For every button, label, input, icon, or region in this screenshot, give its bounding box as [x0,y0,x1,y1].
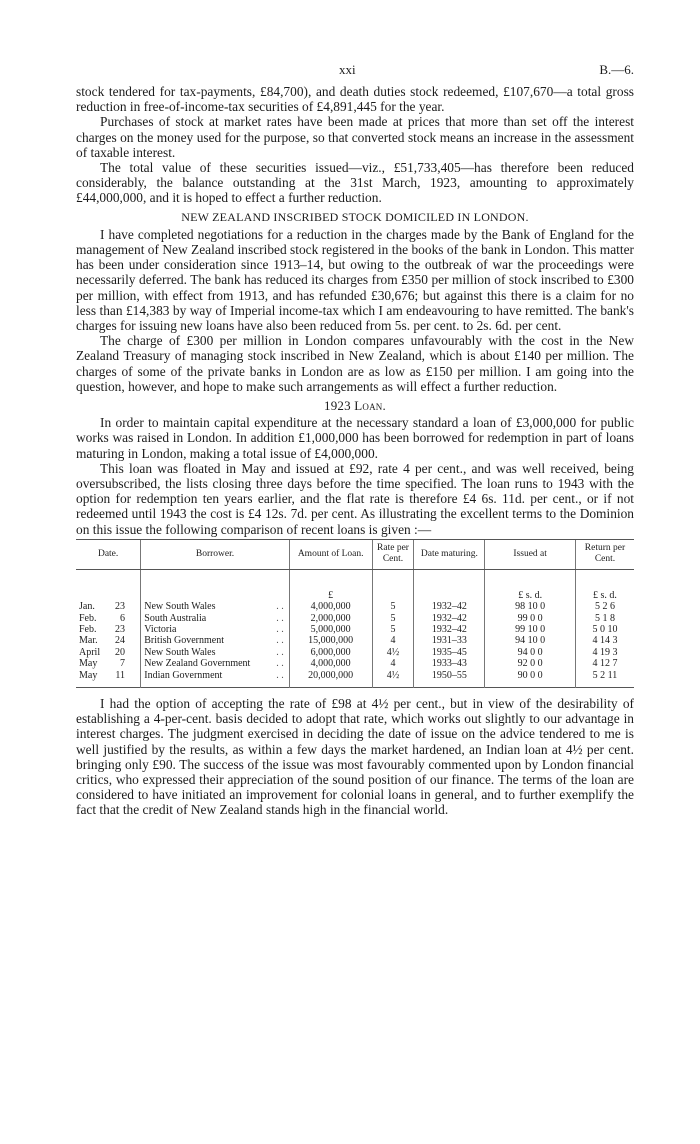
table-row [76,647,634,658]
date-month: April [79,646,101,658]
table-row [76,670,634,688]
return-cell: 4 19 3 [575,647,634,658]
amount-cell: 6,000,000 [289,647,372,658]
document-body [76,84,634,818]
document-reference: B.—6. [599,62,634,77]
units-row [76,569,634,601]
borrower-cell [141,613,290,624]
rate-cell: 4½ [372,647,414,658]
paragraph: Purchases of stock at market rates have been made at prices that more than set off the interest charges on the money used for the purpose, so that converted stock means an increase in the assessment of taxable interest. [76,114,634,160]
amount-cell: 4,000,000 [289,601,372,612]
borrower-name: Victoria [144,623,177,635]
borrower-cell [141,635,290,646]
return-cell: 5 2 6 [575,601,634,612]
table-header-row [76,539,634,569]
column-header-issued: Issued at [485,539,576,569]
column-header-return: Return per Cent. [575,539,634,569]
date-cell [76,635,141,646]
return-unit: £ s. d. [575,569,634,601]
date-cell [76,647,141,658]
amount-unit: £ [289,569,372,601]
dot-leader: . . [276,612,284,624]
paragraph: This loan was floated in May and issued at £92, rate 4 per cent., and was well received, being oversubscribed, the lists closing three days before the time specified. The loan runs to 1943 with the option for redemption ten years earlier, and the flat rate is therefore £4 6s. 11d. per cent., or if not redeemed until 1943 the cost is £4 12s. 7d. per cent. As illustrating the excellent terms to the Dominion on this issue the following comparison of recent loans is given :— [76,460,634,537]
date-month: Feb. [79,623,97,635]
return-cell: 5 1 8 [575,613,634,624]
dot-leader: . . [276,623,284,635]
date-day: 11 [115,669,125,681]
maturing-cell: 1932–42 [414,624,485,635]
paragraph: I have completed negotiations for a reduction in the charges made by the Bank of England for the management of New Zealand inscribed stock registered in the books of the bank in London. This matter has been under consideration since 1913–14, but owing to the outbreak of war the proceedings were necessarily deferred. The bank has reduced its charges from £350 per million of stock inscribed to £300 per million, with effect from 1913, and has refunded £30,676; but against this there is a claim for no less than £14,383 by way of Imperial income-tax which I am endeavouring to have remitted. The bank's charges for issuing new loans have also been reduced from 5s. per cent. to 2s. 6d. per cent. [76,226,634,334]
issued-cell: 92 0 0 [485,658,576,669]
paragraph: The charge of £300 per million in London compares unfavourably with the cost in the New Zealand Treasury of managing stock inscribed in New Zealand, which is about £140 per million. The charges of some of the private banks in London are as low as £150 per million. I am going into the question, however, and hope to make such arrangements as will effect a further reduction. [76,333,634,394]
borrower-cell [141,647,290,658]
return-cell: 5 2 11 [575,670,634,688]
loan-comparison-table [76,539,634,688]
paragraph: The total value of these securities issued—viz., £51,733,405—has therefore been reduced considerably, the balance outstanding at the 31st March, 1923, amounting to approximately £44,000,000, and it is hoped to effect a further reduction. [76,160,634,206]
dot-leader: . . [276,669,284,681]
borrower-name: British Government [144,635,224,647]
date-month: Mar. [79,635,98,647]
table-row [76,601,634,612]
rate-cell: 5 [372,624,414,635]
rate-cell: 4 [372,658,414,669]
column-header-rate: Rate per Cent. [372,539,414,569]
table-row [76,624,634,635]
date-day: 23 [115,623,125,635]
date-day: 6 [120,612,125,624]
dot-leader: . . [276,658,284,670]
paragraph: I had the option of accepting the rate of £98 at 4½ per cent., but in view of the desirability of establishing a 4-per-cent. basis decided to adopt that rate, which works out slightly to our advantage in interest charges. The judgment exercised in deciding the date of issue on the advice tendered to me is well justified by the results, as within a few days the market hardened, an Indian loan at 4½ per cent. bringing only £90. The success of the issue was most favourably commented upon by London financial critics, who expressed their appreciation of the sound position of our finance. The terms of the loan are considered to have initiated an improvement for colonial loans in general, and to further exemplify the fact that the credit of New Zealand stands high in the financial world. [76,695,634,818]
page-header [76,62,634,82]
rate-cell: 4½ [372,670,414,688]
issued-cell: 90 0 0 [485,670,576,688]
maturing-cell: 1950–55 [414,670,485,688]
date-month: May [79,669,98,681]
dot-leader: . . [276,646,284,658]
column-header-maturing: Date maturing. [414,539,485,569]
column-header-amount: Amount of Loan. [289,539,372,569]
issued-unit: £ s. d. [485,569,576,601]
date-cell [76,670,141,688]
date-day: 7 [120,658,125,670]
date-day: 20 [115,646,125,658]
date-cell [76,624,141,635]
page-number: xxi [339,62,356,77]
amount-cell: 5,000,000 [289,624,372,635]
issued-cell: 94 0 0 [485,647,576,658]
date-month: May [79,658,98,670]
paragraph: stock tendered for tax-payments, £84,700), and death duties stock redeemed, £107,670—a total gross reduction in free-of-income-tax securities of £4,891,445 for the year. [76,84,634,115]
date-month: Feb. [79,612,97,624]
maturing-cell: 1932–42 [414,601,485,612]
borrower-cell [141,624,290,635]
dot-leader: . . [276,601,284,613]
amount-cell: 4,000,000 [289,658,372,669]
table-row [76,635,634,646]
amount-cell: 20,000,000 [289,670,372,688]
return-cell: 4 14 3 [575,635,634,646]
borrower-cell [141,658,290,669]
maturing-cell: 1933–43 [414,658,485,669]
date-month: Jan. [79,601,95,613]
maturing-cell: 1935–45 [414,647,485,658]
amount-cell: 2,000,000 [289,613,372,624]
return-cell: 5 0 10 [575,624,634,635]
paragraph: In order to maintain capital expenditure at the necessary standard a loan of £3,000,000 for public works was raised in London. In addition £1,000,000 has been borrowed for redemption in part of loans maturing in London, making a total issue of £4,000,000. [76,415,634,461]
issued-cell: 94 10 0 [485,635,576,646]
borrower-name: New South Wales [144,601,216,613]
table-row [76,613,634,624]
section-heading: 1923 Loan. [324,398,386,414]
borrower-name: Indian Government [144,669,223,681]
rate-cell: 5 [372,601,414,612]
maturing-cell: 1931–33 [414,635,485,646]
issued-cell: 98 10 0 [485,601,576,612]
maturing-cell: 1932–42 [414,613,485,624]
table-body [76,569,634,687]
date-cell [76,601,141,612]
issued-cell: 99 0 0 [485,613,576,624]
date-day: 24 [115,635,125,647]
borrower-name: New South Wales [144,646,216,658]
borrower-name: South Australia [144,612,207,624]
date-cell [76,658,141,669]
rate-cell: 5 [372,613,414,624]
table-row [76,658,634,669]
borrower-name: New Zealand Government [144,658,251,670]
borrower-cell [141,601,290,612]
issued-cell: 99 10 0 [485,624,576,635]
column-header-borrower: Borrower. [141,539,290,569]
return-cell: 4 12 7 [575,658,634,669]
amount-cell: 15,000,000 [289,635,372,646]
rate-cell: 4 [372,635,414,646]
section-heading: NEW ZEALAND INSCRIBED STOCK DOMICILED IN LONDON. [181,209,529,224]
dot-leader: . . [276,635,284,647]
borrower-cell [141,670,290,688]
date-day: 23 [115,601,125,613]
column-header-date: Date. [76,539,141,569]
date-cell [76,613,141,624]
